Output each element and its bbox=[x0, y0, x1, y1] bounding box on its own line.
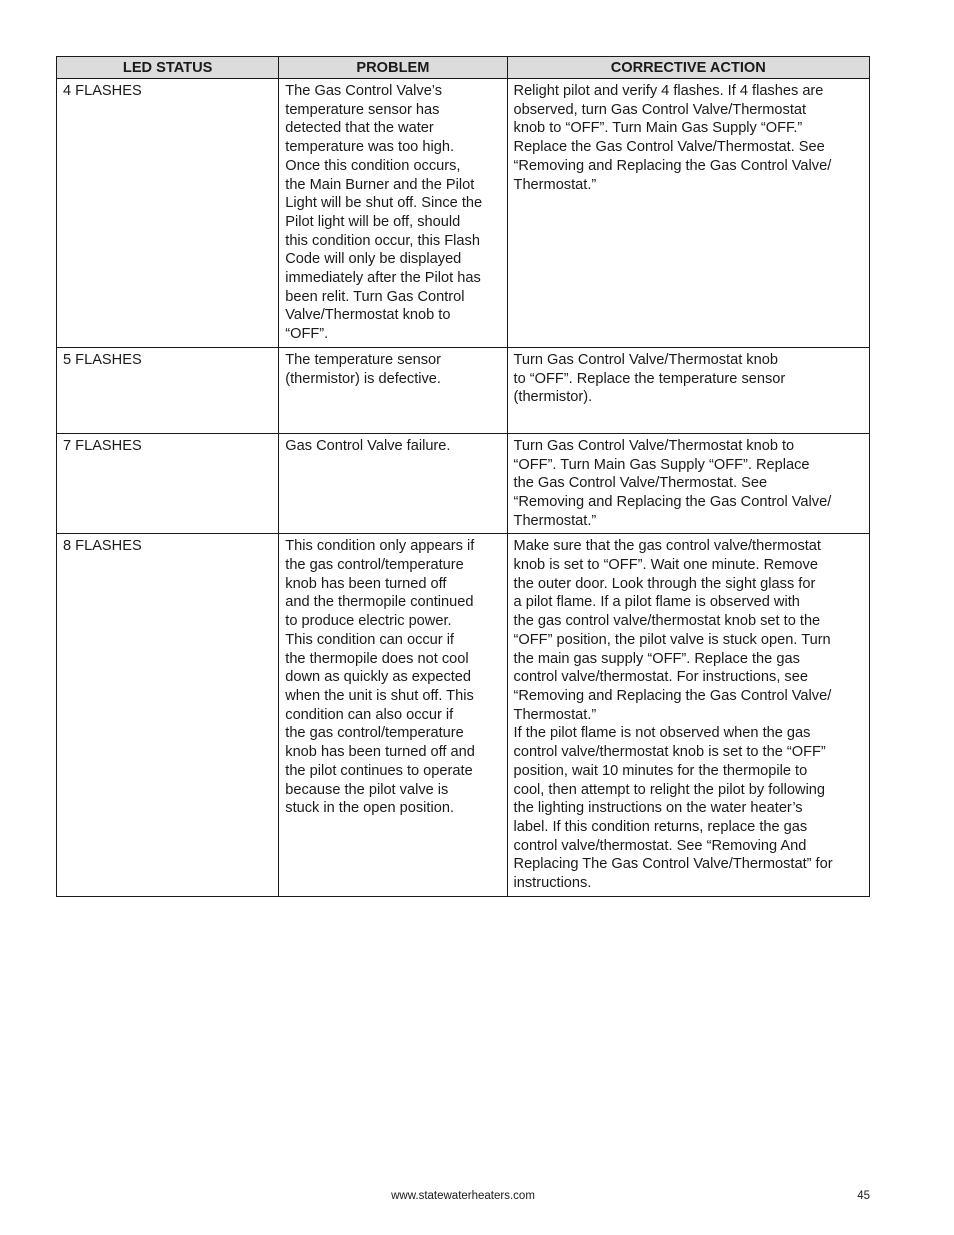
header-corrective-action: CORRECTIVE ACTION bbox=[507, 57, 869, 79]
led-status-cell bbox=[57, 79, 279, 348]
table-row bbox=[57, 433, 870, 534]
page-number: 45 bbox=[857, 1190, 870, 1202]
problem-text: The Gas Control Valve’s temperature sensor has detected that the water temperature was too high. Once this condition occurs, the Main Burner and the Pilot Light will be shut off. Since the Pilot light will be off, should this condition occur, this Flash Code will only be displayed immediately after the Pilot has been relit. Turn Gas Control Valve/Thermostat knob to “OFF”. bbox=[285, 83, 483, 343]
corrective-action-text: Turn Gas Control Valve/Thermostat knob to “OFF”. Replace the temperature sensor (thermistor). bbox=[513, 351, 786, 406]
table-row bbox=[57, 79, 870, 348]
problem-text: This condition only appears if the gas control/temperature knob has been turned off and the thermopile continued to produce electric power. This condition can occur if the thermopile does not cool down as quickly as expected when the unit is shut off. This condition can also occur if the gas control/temperature knob has been turned off and the pilot continues to operate because the pilot valve is stuck in the open position. bbox=[285, 538, 475, 817]
led-status-text: 4 FLASHES bbox=[63, 83, 142, 99]
corrective-action-cell bbox=[507, 347, 869, 433]
led-status-cell bbox=[57, 347, 279, 433]
corrective-action-cell bbox=[507, 433, 869, 534]
problem-cell bbox=[279, 433, 507, 534]
problem-cell bbox=[279, 534, 507, 896]
footer-website-url: www.statewaterheaters.com bbox=[391, 1190, 535, 1202]
problem-text: Gas Control Valve failure. bbox=[285, 437, 451, 454]
corrective-action-cell bbox=[507, 534, 869, 896]
problem-text: The temperature sensor (thermistor) is defective. bbox=[285, 351, 442, 387]
problem-cell bbox=[279, 347, 507, 433]
corrective-action-text: Turn Gas Control Valve/Thermostat knob to “OFF”. Turn Main Gas Supply “OFF”. Replace the Gas Control Valve/Thermostat. See “Removing and Replacing the Gas Control Valve/ Thermostat.” bbox=[513, 437, 832, 529]
header-problem: PROBLEM bbox=[279, 57, 507, 79]
led-status-cell bbox=[57, 534, 279, 896]
corrective-action-text: Make sure that the gas control valve/thermostat knob is set to “OFF”. Wait one minute. Remove the outer door. Look through the sight glass for a pilot flame. If a pilot flame is observed with the gas control valve/thermostat knob set to the “OFF” position, the pilot valve is stuck open. Turn the main gas supply “OFF”. Replace the gas control valve/thermostat. For instructions, see “Removing and Replacing the Gas Control Valve/ Thermostat.” If the pilot flame is not observed when the gas control valve/thermostat knob is set to the “OFF” position, wait 10 minutes for the thermopile to cool, then attempt to relight the pilot by following the lighting instructions on the water heater’s label. If this condition returns, replace the gas control valve/thermostat. See “Removing And Replacing The Gas Control Valve/Thermostat” for instructions. bbox=[513, 538, 833, 892]
problem-cell bbox=[279, 79, 507, 348]
table-row bbox=[57, 347, 870, 433]
led-status-text: 7 FLASHES bbox=[63, 437, 142, 454]
table-row bbox=[57, 534, 870, 896]
led-status-cell bbox=[57, 433, 279, 534]
header-led-status: LED STATUS bbox=[57, 57, 279, 79]
led-status-text: 5 FLASHES bbox=[63, 351, 142, 368]
led-status-text: 8 FLASHES bbox=[63, 538, 142, 555]
table-header-row bbox=[57, 57, 870, 79]
troubleshooting-table bbox=[56, 56, 870, 897]
corrective-action-cell bbox=[507, 79, 869, 348]
corrective-action-text: Relight pilot and verify 4 flashes. If 4 flashes are observed, turn Gas Control Valve/Thermostat knob to “OFF”. Turn Main Gas Supply “OFF.” Replace the Gas Control Valve/Thermostat. See “Removing and Replacing the Gas Control Valve/ Thermostat.” bbox=[513, 83, 832, 193]
